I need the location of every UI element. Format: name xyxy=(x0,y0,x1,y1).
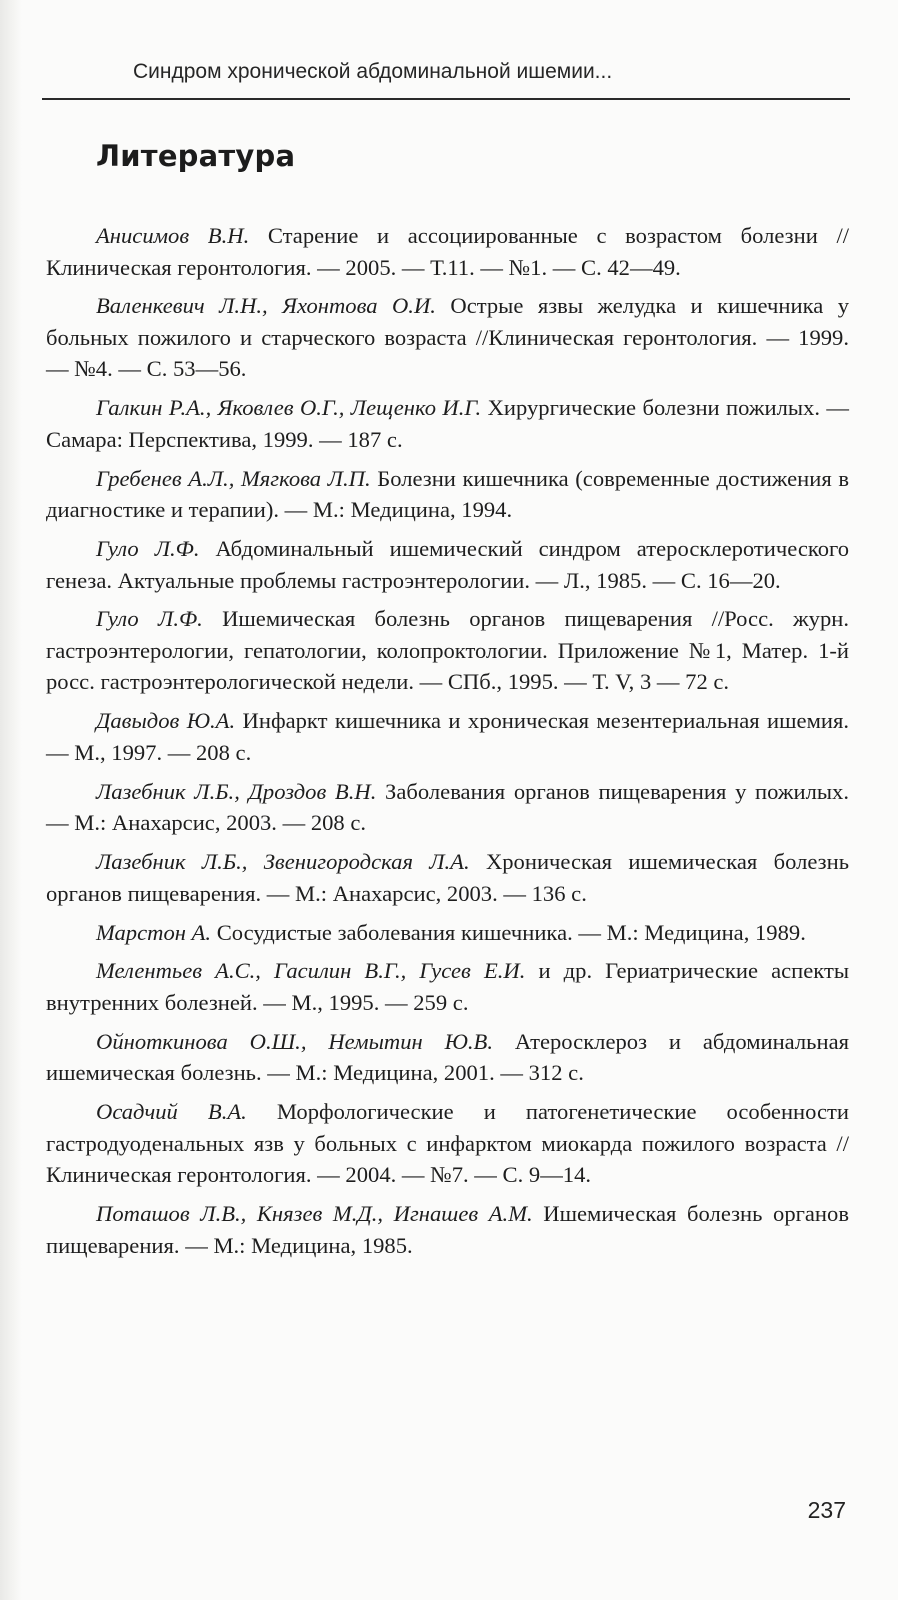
reference-author: Ойноткинова О.Ш., Немытин Ю.В. xyxy=(96,1028,494,1054)
reference-text: Абдоминальный ишемический синдром атеросклеротического генеза. Актуальные проблемы гастроэнтерологии. — Л., 1985. — С. 16—20. xyxy=(46,536,849,593)
reference-item xyxy=(46,955,849,1018)
section-title: Литература xyxy=(96,139,296,173)
reference-author: Поташов Л.В., Князев М.Д., Игнашев А.М. xyxy=(96,1201,533,1227)
reference-text: Болезни кишечника (современные достижения в диагностике и терапии). — М.: Медицина, 1994. xyxy=(46,465,849,523)
reference-list xyxy=(46,220,849,1268)
reference-text: Старение и ассоциированные с возрастом болезни //Клиническая геронтология. — 2005. — Т.11. — №1. — С. 42—49. xyxy=(46,223,849,280)
reference-item xyxy=(46,392,849,455)
reference-text: Хроническая ишемическая болезнь органов пищеварения. — М.: Анахарсис, 2003. — 136 с. xyxy=(46,849,849,906)
reference-author: Валенкевич Л.Н., Яхонтова О.И. xyxy=(96,293,436,319)
reference-author: Марстон А. xyxy=(96,919,212,945)
reference-author: Гуло Л.Ф. xyxy=(96,536,200,562)
reference-text: Острые язвы желудка и кишечника у больных пожилого и старческого возраста //Клиническая геронтология. — 1999. — №4. — С. 53—56. xyxy=(46,293,849,382)
running-header: Синдром хронической абдоминальной ишемии... xyxy=(133,60,613,83)
reference-author: Лазебник Л.Б., Звенигородская Л.А. xyxy=(96,849,470,875)
reference-item xyxy=(46,917,849,949)
reference-author: Осадчий В.А. xyxy=(96,1099,247,1125)
reference-item xyxy=(46,1026,849,1089)
reference-item xyxy=(46,1198,849,1261)
reference-author: Галкин Р.А., Яковлев О.Г., Лещенко И.Г. xyxy=(96,395,482,421)
reference-text: и др. Гериатрические аспекты внутренних болезней. — М., 1995. — 259 с. xyxy=(46,958,849,1015)
scan-page-edge xyxy=(0,0,22,1600)
reference-text: Инфаркт кишечника и хроническая мезентериальная ишемия. — М., 1997. — 208 с. xyxy=(46,708,849,765)
reference-item xyxy=(46,1096,849,1191)
reference-item xyxy=(46,463,849,526)
reference-author: Давыдов Ю.А. xyxy=(96,708,236,734)
reference-text: Хирургические болезни пожилых. — Самара: Перспектива, 1999. — 187 с. xyxy=(46,395,849,452)
reference-item xyxy=(46,603,849,698)
reference-text: Ишемическая болезнь органов пищеварения. — М.: Медицина, 1985. xyxy=(46,1201,849,1258)
reference-text: Атеросклероз и абдоминальная ишемическая болезнь. — М.: Медицина, 2001. — 312 с. xyxy=(46,1028,849,1086)
header-rule xyxy=(42,98,850,100)
page-number: 237 xyxy=(807,1497,846,1523)
reference-author: Мелентьев А.С., Гасилин В.Г., Гусев Е.И. xyxy=(96,958,526,984)
reference-item xyxy=(46,220,849,283)
reference-text: Сосудистые заболевания кишечника. — М.: Медицина, 1989. xyxy=(216,919,806,945)
reference-item xyxy=(46,290,849,385)
reference-text: Морфологические и патогенетические особенности гастродуоденальных язв у больных с инфарктом миокарда пожилого возраста //Клиническая геронтология. — 2004. — №7. — С. 9—14. xyxy=(46,1099,849,1188)
reference-item xyxy=(46,705,849,768)
reference-author: Лазебник Л.Б., Дроздов В.Н. xyxy=(96,778,377,804)
reference-item xyxy=(46,776,849,839)
reference-text: Заболевания органов пищеварения у пожилых. — М.: Анахарсис, 2003. — 208 с. xyxy=(46,778,849,836)
reference-item xyxy=(46,846,849,909)
reference-author: Гребенев А.Л., Мягкова Л.П. xyxy=(96,465,371,491)
reference-author: Гуло Л.Ф. xyxy=(96,606,203,632)
reference-author: Анисимов В.Н. xyxy=(96,223,250,248)
reference-text: Ишемическая болезнь органов пищеварения //Росс. журн. гастроэнтерологии, гепатологии, колопроктологии. Приложение №1, Матер. 1-й росс. гастроэнтерологической недели. — СПб., 1995. — Т. V, 3 — 72 с. xyxy=(46,606,849,695)
reference-item xyxy=(46,533,849,596)
